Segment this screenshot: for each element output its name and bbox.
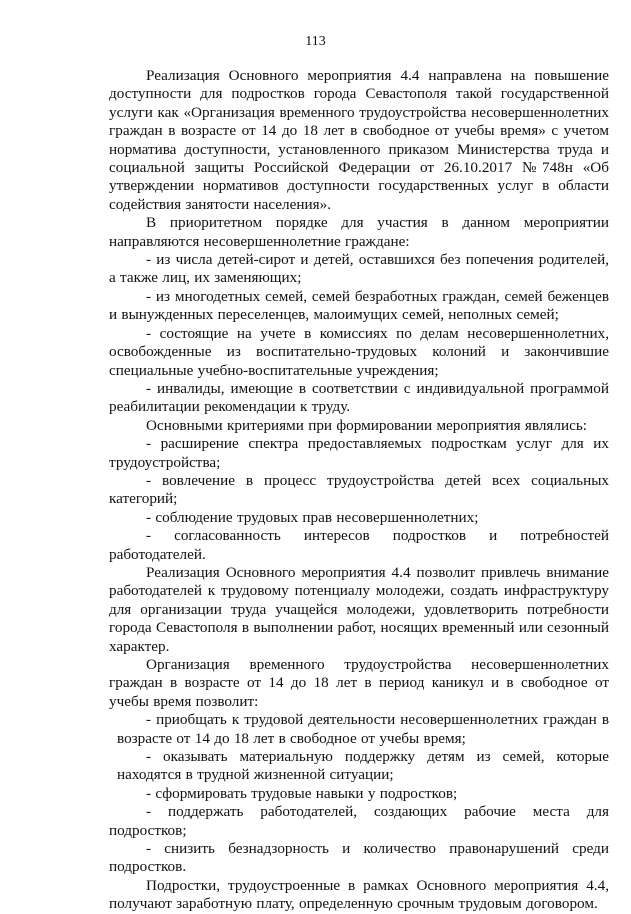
document-body	[109, 67, 609, 914]
paragraph: Основными критериями при формировании мероприятия являлись:	[146, 416, 587, 434]
list-item: - сформировать трудовые навыки у подростков;	[146, 784, 458, 802]
list-item: - расширение спектра предоставляемых подросткам услуг для их трудоустройства;	[109, 435, 609, 471]
list-item: - из числа детей-сирот и детей, оставшихся без попечения родителей, а также лиц, их заменяющих;	[109, 251, 609, 287]
page-number: 113	[305, 34, 326, 49]
list-item: - инвалиды, имеющие в соответствии с индивидуальной программой реабилитации рекомендации к труду.	[109, 379, 609, 416]
paragraph: В приоритетном порядке для участия в данном мероприятии направляются несовершеннолетние граждане:	[109, 214, 609, 250]
paragraph: Подростки, трудоустроенные в рамках Основного мероприятия 4.4, получают заработную плату, определенную срочным трудовым договором.	[109, 876, 609, 913]
paragraph: Реализация Основного мероприятия 4.4 направлена на повышение доступности для подростков города Севастополя такой государственной услуги как «Организация временного трудоустройства несовершеннолетних граждан в возрасте от 14 до 18 лет в свободное от учебы время» с учетом норматива доступности, установленного приказом Министерства труда и социальной защиты Российской Федерации от 26.10.2017 №748н «Об утверждении нормативов доступности государственных услуг в области содействия занятости населения».	[109, 67, 609, 213]
paragraph: Реализация Основного мероприятия 4.4 позволит привлечь внимание работодателей к трудовому потенциалу молодежи, создать инфраструктуру для организации труда учащейся молодежи, удовлетворить потребности города Севастополя в выполнении работ, носящих временный или сезонный характер.	[109, 563, 609, 655]
list-item: - снизить безнадзорность и количество правонарушений среди подростков.	[109, 840, 609, 876]
list-item: - поддержать работодателей, создающих рабочие места для подростков;	[109, 803, 609, 839]
list-item: - вовлечение в процесс трудоустройства детей всех социальных категорий;	[109, 471, 609, 508]
list-item: - оказывать материальную поддержку детям из семей, которые находятся в трудной жизненной ситуации;	[117, 748, 609, 784]
list-item: - состоящие на учете в комиссиях по делам несовершеннолетних, освобожденные из воспитательно-трудовых колоний и закончившие специальные учебно-воспитательные учреждения;	[109, 324, 609, 379]
list-item: - приобщать к трудовой деятельности несовершеннолетних граждан в возрасте от 14 до 18 лет в свободное от учебы время;	[117, 711, 609, 747]
paragraph: Организация временного трудоустройства несовершеннолетних граждан в возрасте от 14 до 18 лет в период каникул и в свободное от учебы время позволит:	[109, 656, 609, 710]
list-item: - из многодетных семей, семей безработных граждан, семей беженцев и вынужденных переселенцев, малоимущих семей, неполных семей;	[109, 287, 609, 324]
list-item: - согласованность интересов подростков и потребностей работодателей.	[109, 527, 609, 563]
list-item: - соблюдение трудовых прав несовершеннолетних;	[146, 508, 479, 526]
